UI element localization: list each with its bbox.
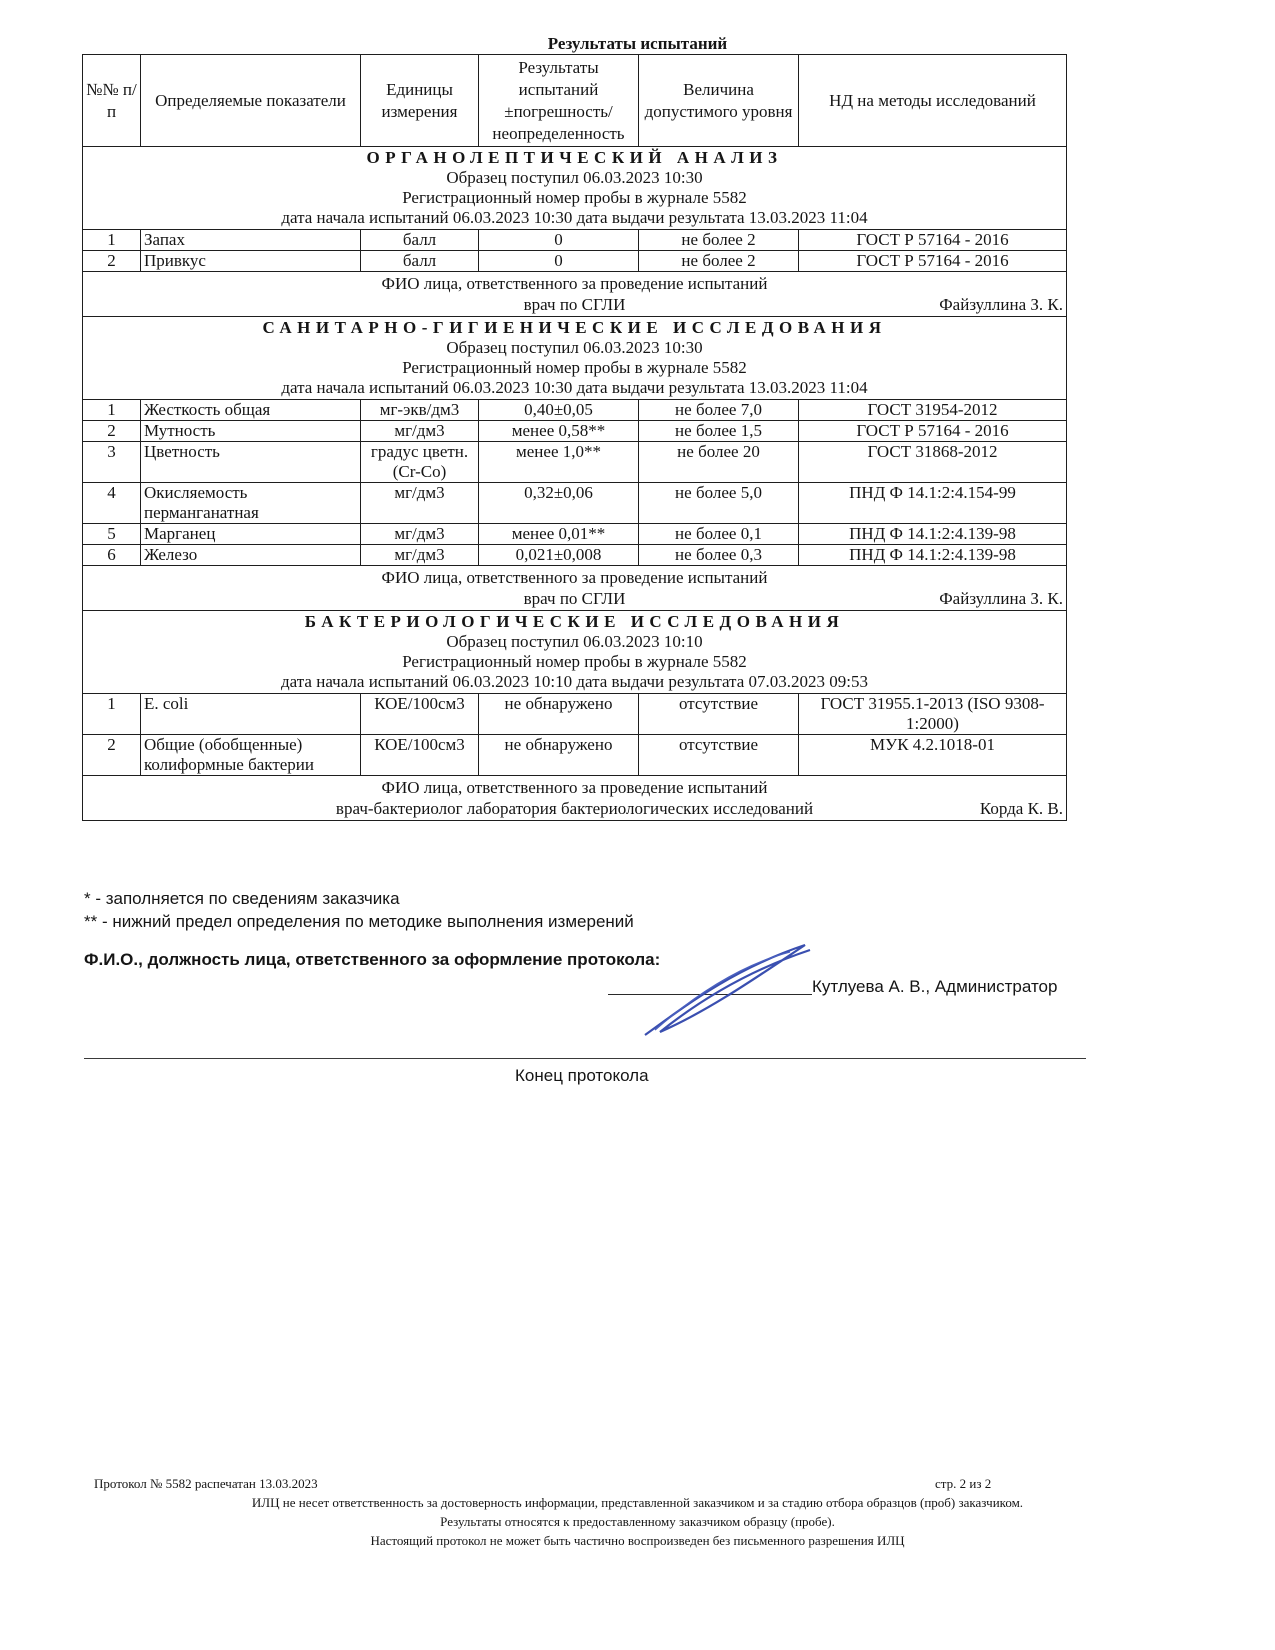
responsible-name: Файзуллина З. К. <box>939 589 1063 608</box>
cell-num: 5 <box>83 524 141 545</box>
table-row <box>83 694 1067 735</box>
responsible-label: ФИО лица, ответственного за проведение испытаний <box>381 274 768 293</box>
cell-result: менее 1,0** <box>479 442 639 483</box>
section-header <box>83 147 1067 230</box>
registration-number: Регистрационный номер пробы в журнале 5582 <box>402 652 747 671</box>
cell-indicator: Марганец <box>141 524 361 545</box>
cell-method: ПНД Ф 14.1:2:4.139-98 <box>799 545 1067 566</box>
table-header-row <box>83 55 1067 147</box>
cell-result: 0 <box>479 230 639 251</box>
cell-unit: мг/дм3 <box>361 483 479 524</box>
cell-limit: не более 20 <box>639 442 799 483</box>
cell-method: ГОСТ Р 57164 - 2016 <box>799 421 1067 442</box>
table-row <box>83 230 1067 251</box>
cell-unit: мг/дм3 <box>361 524 479 545</box>
cell-unit: КОЕ/100см3 <box>361 735 479 776</box>
cell-indicator: Окисляемость перманганатная <box>141 483 361 524</box>
section-header <box>83 611 1067 694</box>
cell-indicator: Общие (обобщенные) колиформные бактерии <box>141 735 361 776</box>
cell-unit: мг-экв/дм3 <box>361 400 479 421</box>
cell-limit: отсутствие <box>639 735 799 776</box>
footnote-customer: * - заполняется по сведениям заказчика <box>84 889 400 908</box>
footer-disclaimer-3: Настоящий протокол не может быть частично воспроизведен без письменного разрешения ИЛЦ <box>370 1533 905 1548</box>
table-row <box>83 524 1067 545</box>
section-title: САНИТАРНО-ГИГИЕНИЧЕСКИЕ ИССЛЕДОВАНИЯ <box>262 318 887 337</box>
responsible-cell <box>83 272 1067 317</box>
test-dates: дата начала испытаний 06.03.2023 10:10 дата выдачи результата 07.03.2023 09:53 <box>281 672 868 691</box>
cell-indicator: Привкус <box>141 251 361 272</box>
footer-disclaimer-2: Результаты относятся к предоставленному заказчиком образцу (пробе). <box>440 1514 835 1529</box>
header-unit: Единицы измерения <box>361 55 479 147</box>
header-num: №№ п/п <box>83 55 141 147</box>
cell-method: ПНД Ф 14.1:2:4.154-99 <box>799 483 1067 524</box>
cell-unit: мг/дм3 <box>361 545 479 566</box>
cell-limit: не более 5,0 <box>639 483 799 524</box>
responsible-name: Файзуллина З. К. <box>939 295 1063 314</box>
cell-result: менее 0,58** <box>479 421 639 442</box>
responsible-row <box>83 272 1067 317</box>
cell-num: 1 <box>83 230 141 251</box>
table-row <box>83 545 1067 566</box>
responsible-role: врач по СГЛИ <box>523 295 626 314</box>
section-header-row <box>83 147 1067 230</box>
responsible-line <box>86 294 1063 315</box>
signature-caption: Ф.И.О., должность лица, ответственного за оформление протокола: <box>84 950 661 969</box>
header-method: НД на методы исследований <box>799 55 1067 147</box>
cell-result: 0,32±0,06 <box>479 483 639 524</box>
registration-number: Регистрационный номер пробы в журнале 5582 <box>402 188 747 207</box>
responsible-line <box>86 798 1063 819</box>
table-row <box>83 483 1067 524</box>
sample-received: Образец поступил 06.03.2023 10:30 <box>446 168 703 187</box>
footer-protocol: Протокол № 5582 распечатан 13.03.2023 <box>94 1476 318 1491</box>
test-dates: дата начала испытаний 06.03.2023 10:30 дата выдачи результата 13.03.2023 11:04 <box>281 378 868 397</box>
footer-page-number: стр. 2 из 2 <box>935 1476 992 1491</box>
footer-disclaimer-1: ИЛЦ не несет ответственность за достоверность информации, представленной заказчиком и за стадию отбора образцов (проб) заказчиком. <box>251 1495 1024 1510</box>
cell-method: ГОСТ 31868-2012 <box>799 442 1067 483</box>
cell-indicator: Железо <box>141 545 361 566</box>
cell-indicator: Цветность <box>141 442 361 483</box>
cell-result: не обнаружено <box>479 694 639 735</box>
cell-result: 0,40±0,05 <box>479 400 639 421</box>
cell-method: ПНД Ф 14.1:2:4.139-98 <box>799 524 1067 545</box>
handwritten-signature <box>640 940 820 1040</box>
cell-unit: мг/дм3 <box>361 421 479 442</box>
section-header-row <box>83 317 1067 400</box>
document-title: Результаты испытаний <box>547 34 728 53</box>
responsible-cell <box>83 776 1067 821</box>
test-dates: дата начала испытаний 06.03.2023 10:30 дата выдачи результата 13.03.2023 11:04 <box>281 208 868 227</box>
responsible-label: ФИО лица, ответственного за проведение испытаний <box>381 568 768 587</box>
cell-num: 2 <box>83 421 141 442</box>
cell-unit: балл <box>361 251 479 272</box>
cell-indicator: Запах <box>141 230 361 251</box>
cell-method: ГОСТ Р 57164 - 2016 <box>799 251 1067 272</box>
results-table <box>82 54 1067 821</box>
cell-limit: не более 2 <box>639 230 799 251</box>
cell-result: 0,021±0,008 <box>479 545 639 566</box>
cell-method: МУК 4.2.1018-01 <box>799 735 1067 776</box>
responsible-name: Корда К. В. <box>979 799 1063 818</box>
end-of-protocol: Конец протокола <box>515 1066 649 1085</box>
cell-method: ГОСТ 31954-2012 <box>799 400 1067 421</box>
header-indicator: Определяемые показатели <box>141 55 361 147</box>
table-row <box>83 400 1067 421</box>
responsible-role: врач-бактериолог лаборатория бактериологических исследований <box>335 799 814 818</box>
sample-received: Образец поступил 06.03.2023 10:30 <box>446 338 703 357</box>
cell-unit: КОЕ/100см3 <box>361 694 479 735</box>
cell-indicator: Мутность <box>141 421 361 442</box>
cell-indicator: Жесткость общая <box>141 400 361 421</box>
cell-indicator: E. coli <box>141 694 361 735</box>
responsible-label: ФИО лица, ответственного за проведение испытаний <box>381 778 768 797</box>
registration-number: Регистрационный номер пробы в журнале 5582 <box>402 358 747 377</box>
cell-limit: не более 0,1 <box>639 524 799 545</box>
cell-method: ГОСТ Р 57164 - 2016 <box>799 230 1067 251</box>
section-header <box>83 317 1067 400</box>
cell-num: 1 <box>83 400 141 421</box>
cell-num: 3 <box>83 442 141 483</box>
end-divider <box>84 1058 1086 1059</box>
cell-num: 1 <box>83 694 141 735</box>
cell-limit: не более 7,0 <box>639 400 799 421</box>
cell-limit: не более 0,3 <box>639 545 799 566</box>
cell-limit: отсутствие <box>639 694 799 735</box>
section-header-row <box>83 611 1067 694</box>
sample-received: Образец поступил 06.03.2023 10:10 <box>446 632 703 651</box>
responsible-person-name: Кутлуева А. В., Администратор <box>812 977 1058 996</box>
table-row <box>83 442 1067 483</box>
cell-unit: балл <box>361 230 479 251</box>
cell-num: 6 <box>83 545 141 566</box>
cell-limit: не более 2 <box>639 251 799 272</box>
cell-num: 2 <box>83 251 141 272</box>
table-row <box>83 251 1067 272</box>
cell-limit: не более 1,5 <box>639 421 799 442</box>
cell-method: ГОСТ 31955.1-2013 (ISO 9308-1:2000) <box>799 694 1067 735</box>
table-row <box>83 421 1067 442</box>
cell-result: менее 0,01** <box>479 524 639 545</box>
cell-result: 0 <box>479 251 639 272</box>
cell-num: 4 <box>83 483 141 524</box>
responsible-row <box>83 776 1067 821</box>
header-result: Результаты испытаний ±погрешность/ неопределенность <box>479 55 639 147</box>
header-limit: Величина допустимого уровня <box>639 55 799 147</box>
table-row <box>83 735 1067 776</box>
footnotes <box>84 887 634 933</box>
footnote-detection-limit: ** - нижний предел определения по методике выполнения измерений <box>84 912 634 931</box>
cell-num: 2 <box>83 735 141 776</box>
cell-unit: градус цветн.(Cr-Co) <box>361 442 479 483</box>
responsible-line <box>86 588 1063 609</box>
section-title: ОРГАНОЛЕПТИЧЕСКИЙ АНАЛИЗ <box>366 148 783 167</box>
section-title: БАКТЕРИОЛОГИЧЕСКИЕ ИССЛЕДОВАНИЯ <box>304 612 845 631</box>
responsible-cell <box>83 566 1067 611</box>
responsible-row <box>83 566 1067 611</box>
responsible-role: врач по СГЛИ <box>523 589 626 608</box>
cell-result: не обнаружено <box>479 735 639 776</box>
